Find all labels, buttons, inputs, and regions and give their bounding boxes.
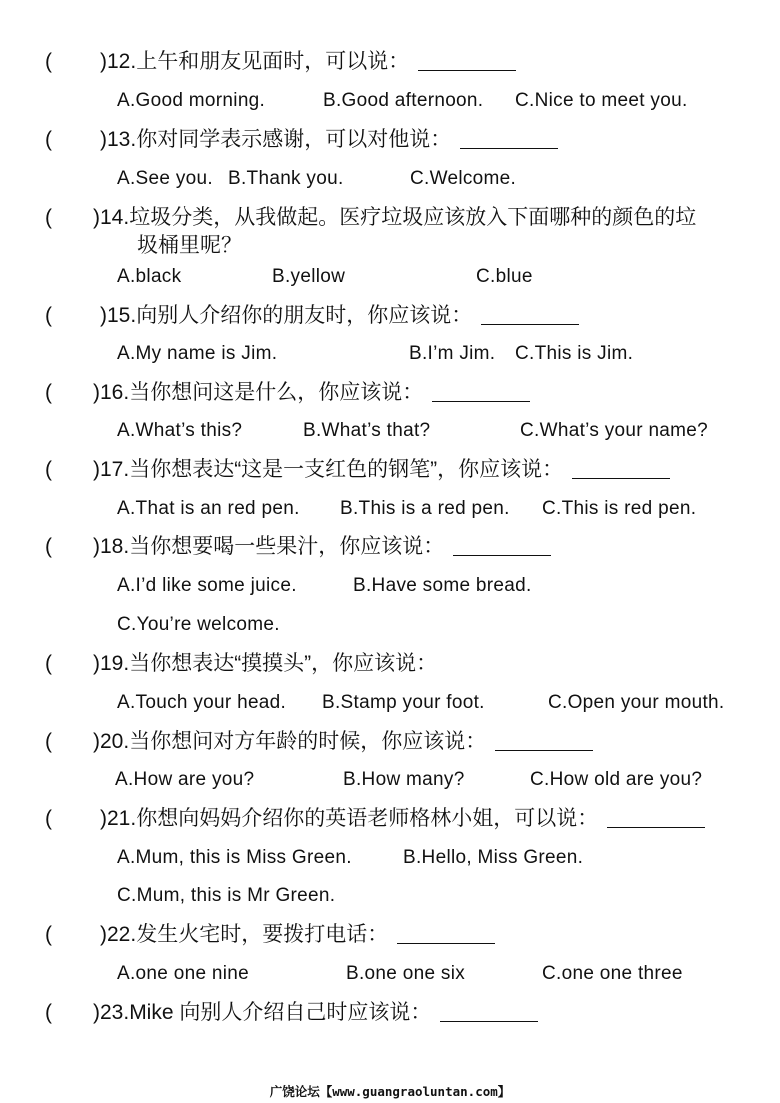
question-15-options	[0, 340, 780, 368]
question-22	[0, 921, 780, 949]
question-21-options	[0, 844, 780, 872]
option-c: C.Open your mouth.	[548, 692, 725, 713]
answer-blank	[440, 1003, 538, 1022]
answer-bracket-open: (	[45, 304, 52, 327]
option-c: C.Nice to meet you.	[515, 90, 688, 111]
question-prompt	[93, 533, 551, 561]
question-17	[0, 456, 780, 484]
option-b: B.How many?	[343, 769, 465, 790]
answer-bracket-open: (	[45, 458, 52, 481]
answer-blank	[460, 130, 558, 149]
question-20-options	[0, 766, 780, 794]
answer-bracket-close: )	[100, 128, 107, 151]
option-b: B.yellow	[272, 266, 346, 287]
question-14	[0, 204, 780, 232]
option-a: A.I’d like some juice.	[117, 575, 297, 596]
option-a: A.Mum, this is Miss Green.	[117, 847, 352, 868]
answer-bracket-open: (	[45, 923, 52, 946]
question-text: 17.当你想表达“这是一支红色的钢笔”，你应该说：	[100, 458, 564, 481]
answer-bracket-open: (	[45, 652, 52, 675]
option-c: C.This is red pen.	[542, 498, 697, 519]
option-b: B.Stamp your foot.	[322, 692, 485, 713]
question-text: 16.当你想问这是什么，你应该说：	[100, 381, 424, 404]
answer-bracket-close: )	[93, 730, 100, 753]
option-a: A.one one nine	[117, 963, 250, 984]
answer-bracket-close: )	[93, 1001, 100, 1024]
option-b: B.Hello, Miss Green.	[403, 847, 584, 868]
question-prompt	[93, 204, 696, 232]
option-a: A.How are you?	[115, 769, 255, 790]
question-18-options-line2	[0, 611, 780, 639]
option-c: C.What’s your name?	[520, 420, 709, 441]
question-text: 14.垃圾分类，从我做起。医疗垃圾应该放入下面哪种的颜色的垃	[100, 206, 697, 229]
question-18	[0, 533, 780, 561]
question-22-options	[0, 960, 780, 988]
answer-blank	[453, 537, 551, 556]
option-c: C.blue	[476, 266, 533, 287]
question-prompt	[93, 650, 437, 678]
answer-bracket-open: (	[45, 807, 52, 830]
option-b: B.Have some bread.	[353, 575, 532, 596]
answer-bracket-open: (	[45, 206, 52, 229]
question-21-options-line2	[0, 882, 780, 910]
answer-bracket-close: )	[100, 50, 107, 73]
answer-bracket-close: )	[93, 652, 100, 675]
answer-bracket-close: )	[93, 381, 100, 404]
question-text: 19.当你想表达“摸摸头”，你应该说：	[100, 652, 438, 675]
option-a: A.Touch your head.	[117, 692, 287, 713]
option-c: C.How old are you?	[530, 769, 703, 790]
option-b: B.Good afternoon.	[323, 90, 484, 111]
option-c: C.This is Jim.	[515, 343, 634, 364]
question-text: 21.你想向妈妈介绍你的英语老师格林小姐，可以说：	[107, 807, 599, 830]
question-text: 13.你对同学表示感谢，可以对他说：	[107, 128, 452, 151]
question-prompt	[100, 805, 705, 833]
question-text: 18.当你想要喝一些果汁，你应该说：	[100, 535, 445, 558]
answer-bracket-close: )	[93, 535, 100, 558]
question-prompt	[93, 456, 670, 484]
answer-bracket-open: (	[45, 381, 52, 404]
answer-blank	[572, 460, 670, 479]
answer-bracket-close: )	[100, 807, 107, 830]
answer-blank	[481, 306, 579, 325]
question-12-options	[0, 87, 780, 115]
question-21	[0, 805, 780, 833]
page-footer: 广饶论坛【www.guangraoluntan.com】	[269, 1084, 511, 1099]
answer-bracket-close: )	[100, 923, 107, 946]
option-a: A.black	[117, 266, 182, 287]
answer-bracket-open: (	[45, 535, 52, 558]
question-text-continued: 圾桶里呢？	[137, 234, 242, 257]
question-13-options	[0, 165, 780, 193]
answer-bracket-close: )	[93, 458, 100, 481]
question-23	[0, 999, 780, 1027]
question-text: 15.向别人介绍你的朋友时，你应该说：	[107, 304, 473, 327]
option-c: C.You’re welcome.	[117, 614, 280, 635]
question-text: 23.Mike 向别人介绍自己时应该说：	[100, 1001, 432, 1024]
option-c: C.one one three	[542, 963, 683, 984]
answer-blank	[418, 52, 516, 71]
question-prompt	[93, 728, 593, 756]
question-12	[0, 48, 780, 76]
question-prompt	[100, 48, 516, 76]
option-b: B.I’m Jim.	[409, 343, 496, 364]
option-a: A.What’s this?	[117, 420, 243, 441]
question-15	[0, 302, 780, 330]
question-text: 22.发生火宅时，要拨打电话：	[107, 923, 389, 946]
question-20	[0, 728, 780, 756]
question-text: 20.当你想问对方年龄的时候，你应该说：	[100, 730, 487, 753]
option-c: C.Mum, this is Mr Green.	[117, 885, 336, 906]
option-b: B.Thank you.	[228, 168, 344, 189]
answer-bracket-close: )	[100, 304, 107, 327]
answer-bracket-open: (	[45, 730, 52, 753]
option-a: A.That is an red pen.	[117, 498, 300, 519]
question-17-options	[0, 495, 780, 523]
question-16-options	[0, 417, 780, 445]
question-19	[0, 650, 780, 678]
question-18-options	[0, 572, 780, 600]
question-14-options	[0, 263, 780, 291]
question-14-continued	[0, 232, 780, 260]
question-prompt	[100, 921, 495, 949]
option-b: B.This is a red pen.	[340, 498, 510, 519]
option-a: A.My name is Jim.	[117, 343, 278, 364]
option-b: B.one one six	[346, 963, 466, 984]
question-13	[0, 126, 780, 154]
option-a: A.See you.	[117, 168, 213, 189]
question-prompt	[100, 302, 579, 330]
option-b: B.What’s that?	[303, 420, 431, 441]
question-prompt	[100, 126, 558, 154]
answer-blank	[607, 809, 705, 828]
question-text: 12.上午和朋友见面时，可以说：	[107, 50, 410, 73]
answer-blank	[495, 732, 593, 751]
answer-bracket-open: (	[45, 128, 52, 151]
answer-bracket-open: (	[45, 1001, 52, 1024]
question-16	[0, 379, 780, 407]
question-prompt	[93, 379, 530, 407]
answer-blank	[432, 383, 530, 402]
question-prompt	[93, 999, 538, 1027]
option-c: C.Welcome.	[410, 168, 517, 189]
answer-bracket-open: (	[45, 50, 52, 73]
option-a: A.Good morning.	[117, 90, 266, 111]
answer-blank	[397, 925, 495, 944]
question-19-options	[0, 689, 780, 717]
answer-bracket-close: )	[93, 206, 100, 229]
